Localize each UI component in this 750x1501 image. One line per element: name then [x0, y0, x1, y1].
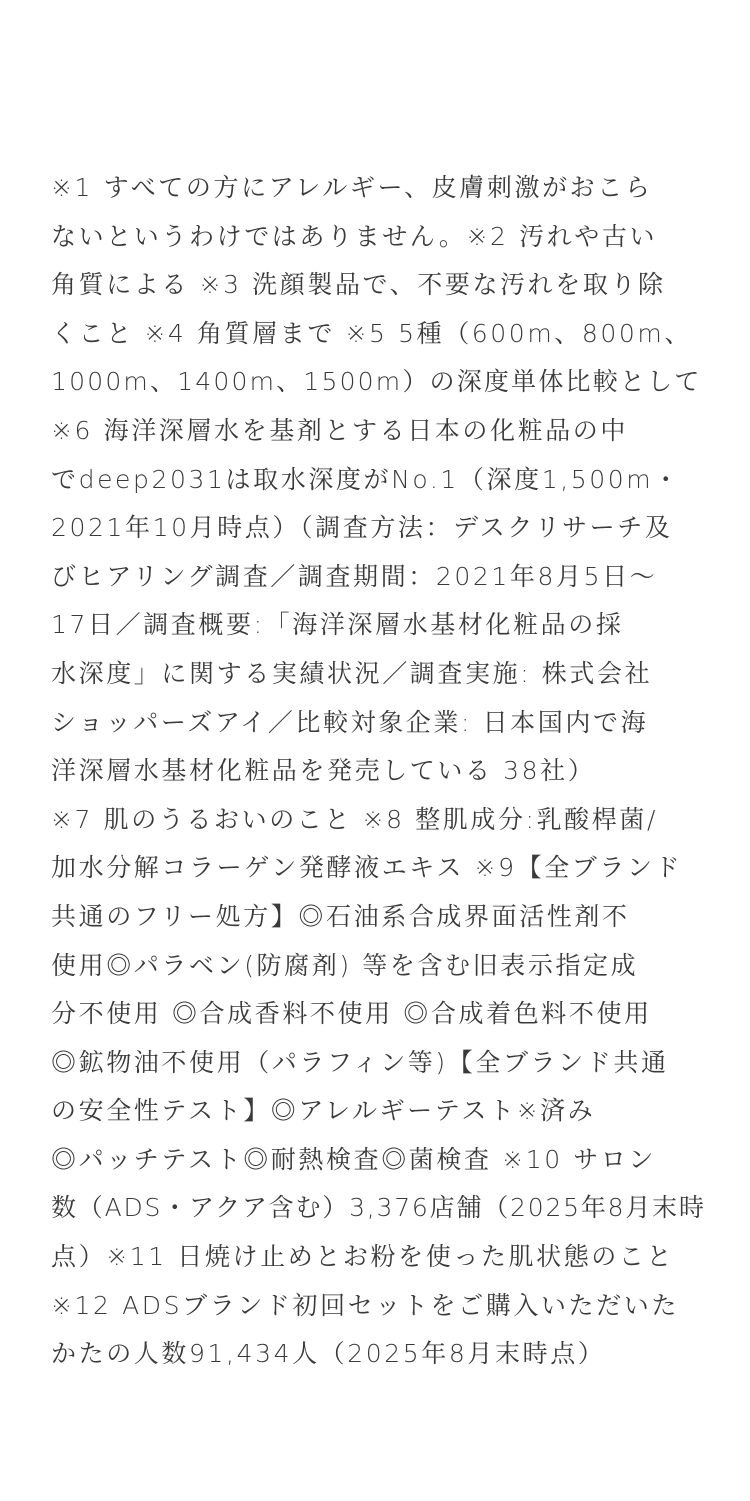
footnote-line: ※7 肌のうるおいのこと ※8 整肌成分:乳酸桿菌/: [51, 804, 658, 834]
footnote-line: 分不使用 ◎合成香料不使用 ◎合成着色料不使用: [51, 999, 652, 1029]
footnote-line: びヒアリング調査／調査期間：2021年8月5日～: [51, 561, 658, 591]
footnote-line: 数（ADS・アクア含む）3,376店舗（2025年8月末時: [51, 1193, 706, 1223]
footnote-line: ※1 すべての方にアレルギー、皮膚刺激がおこら: [51, 173, 653, 202]
footnotes-block: [51, 164, 706, 1379]
footnote-line: でdeep2031は取水深度がNo.1（深度1,500m・: [51, 464, 681, 494]
footnote-line: 1000m、1400m、1500m）の深度単体比較として: [51, 367, 702, 397]
footnote-line: ないというわけではありません。※2 汚れや古い: [51, 221, 658, 251]
footnote-line: 共通のフリー処方】◎石油系合成界面活性剤不: [51, 901, 630, 931]
footnote-line: ◎鉱物油不使用（パラフィン等)【全ブランド共通: [51, 1047, 669, 1077]
footnote-line: ※12 ADSブランド初回セットをご購入いただいた: [51, 1290, 679, 1320]
footnote-line: 水深度」に関する実績状況／調査実施: 株式会社: [51, 658, 653, 688]
footnote-line: かたの人数91,434人（2025年8月末時点）: [51, 1339, 606, 1369]
footnote-line: 加水分解コラーゲン発酵液エキス ※9【全ブランド: [51, 853, 683, 883]
footnote-line: 2021年10月時点）（調査方法：デスクリサーチ及: [51, 513, 673, 543]
footnote-line: 点）※11 日焼け止めとお粉を使った肌状態のこと: [51, 1242, 675, 1272]
footnote-line: ショッパーズアイ／比較対象企業: 日本国内で海: [51, 707, 649, 737]
footnote-line: 洋深層水基材化粧品を発売している 38社）: [51, 756, 596, 786]
footnote-line: ◎パッチテスト◎耐熱検査◎菌検査 ※10 サロン: [51, 1144, 657, 1174]
footnote-line: 角質による ※3 洗顔製品で、不要な汚れを取り除: [51, 270, 666, 300]
footnote-line: くこと ※4 角質層まで ※5 5種（600m、800m、: [51, 318, 692, 348]
footnote-line: 使用◎パラベン(防腐剤) 等を含む旧表示指定成: [51, 950, 639, 980]
footnote-line: の安全性テスト】◎アレルギーテスト※済み: [51, 1096, 596, 1126]
footnote-line: ※6 海洋深層水を基剤とする日本の化粧品の中: [51, 415, 629, 445]
footnote-line: 17日／調査概要:「海洋深層水基材化粧品の採: [51, 610, 624, 640]
